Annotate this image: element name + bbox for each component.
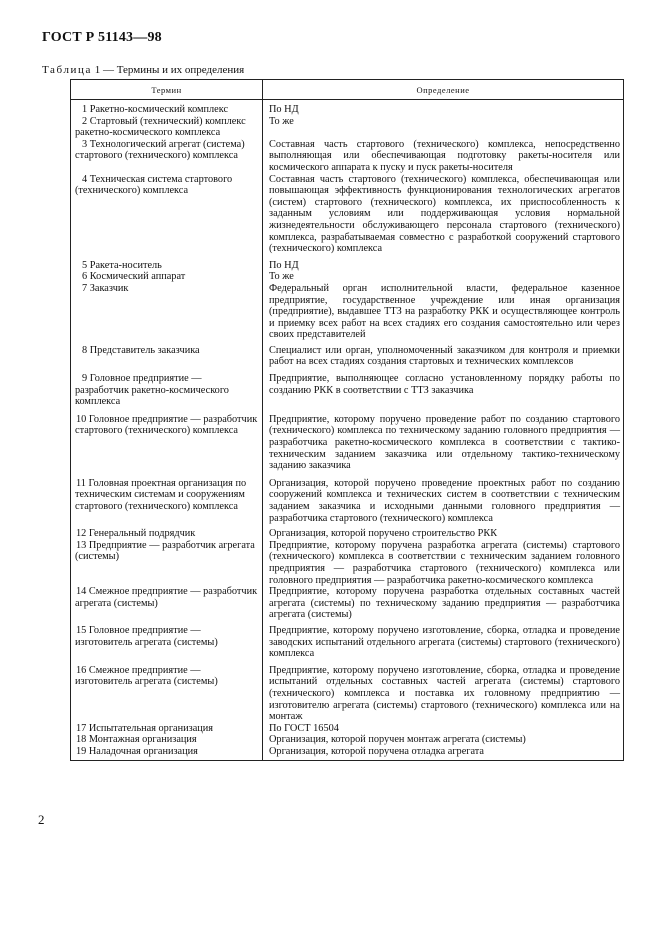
term-cell bbox=[71, 341, 263, 368]
table-row bbox=[71, 368, 624, 408]
term-text: Предприятие — разработчик агрегата (системы) bbox=[75, 539, 255, 563]
table-row bbox=[71, 283, 624, 341]
term-number: 18 bbox=[76, 734, 87, 746]
term-text: Смежное предприятие — разработчик агрегата (системы) bbox=[75, 586, 258, 609]
definition-cell: Организация, которой поручена отладка агрегата bbox=[263, 746, 624, 761]
column-header-definition: Определение bbox=[263, 80, 624, 100]
term-number: 19 bbox=[76, 745, 87, 757]
term-text: Испытательная организация bbox=[88, 722, 214, 734]
term-text: Ракетно-космический комплекс bbox=[89, 104, 229, 115]
term-cell bbox=[71, 271, 263, 283]
table-row bbox=[71, 524, 624, 540]
table-body bbox=[71, 100, 624, 761]
term-text: Головное предприятие — изготовитель агрегата (системы) bbox=[75, 624, 218, 648]
definition-cell: То же bbox=[263, 271, 624, 283]
table-row bbox=[71, 116, 624, 139]
table-row bbox=[71, 621, 624, 660]
definition-cell: Специалист или орган, уполномоченный заказчиком для контроля и приемки работ на всех стадиях создания стартовых и технических комплексов bbox=[263, 341, 624, 368]
table-row bbox=[71, 100, 624, 116]
term-text: Космический аппарат bbox=[89, 271, 186, 283]
term-number: 13 bbox=[76, 539, 87, 551]
table-row bbox=[71, 174, 624, 255]
term-number: 10 bbox=[76, 413, 87, 425]
definition-cell: По ГОСТ 16504 bbox=[263, 723, 624, 735]
table-row bbox=[71, 746, 624, 761]
definition-cell: Предприятие, которому поручено изготовление, сборка, отладка и проведение испытаний отдельных составных частей агрегата (системы) стартового (технического) комплекса и поставка их головному предприятию — изготовителю агрегата (системы) стартового (технического) комплекса или на монтаж bbox=[263, 660, 624, 723]
table-row bbox=[71, 734, 624, 746]
definition-cell: Организация, которой поручено проведение проектных работ по созданию сооружений комплекса и технических систем в соответствии с техническим заданием заказчика и исходными данными головного предприятия — разработчика стартового (технического) комплекса bbox=[263, 472, 624, 524]
term-text: Головное предприятие — разработчик ракетно-космического комплекса bbox=[75, 373, 229, 408]
term-number: 16 bbox=[76, 664, 87, 676]
definition-cell: Предприятие, выполняющее согласно установленному порядку работы по созданию РКК в соответствии с ТТЗ заказчика bbox=[263, 368, 624, 408]
term-cell bbox=[71, 174, 263, 255]
table-row bbox=[71, 271, 624, 283]
table-caption-text: 1 — Термины и их определения bbox=[92, 64, 245, 76]
term-cell bbox=[71, 116, 263, 139]
term-cell bbox=[71, 408, 263, 472]
term-text: Заказчик bbox=[89, 282, 129, 294]
definition-cell: Организация, которой поручен монтаж агрегата (системы) bbox=[263, 734, 624, 746]
term-number: 8 bbox=[82, 344, 88, 356]
term-number: 17 bbox=[76, 722, 87, 734]
table-caption bbox=[42, 64, 244, 76]
term-number: 6 bbox=[82, 271, 88, 283]
definition-cell: По НД bbox=[263, 100, 624, 116]
term-cell bbox=[71, 621, 263, 660]
term-cell bbox=[71, 524, 263, 540]
term-text: Техническая система стартового (технического) комплекса bbox=[75, 173, 233, 197]
definition-cell: Предприятие, которому поручена разработка отдельных составных частей агрегата (системы) по техническому заданию предприятия — разработчика агрегата (системы) bbox=[263, 586, 624, 621]
table-header-row bbox=[71, 80, 624, 100]
definition-cell: Составная часть стартового (технического) комплекса, непосредственно выполняющая или обеспечивающая подготовку ракеты-носителя или космического аппарата к пуску и пуск ракеты-носителя bbox=[263, 139, 624, 174]
definition-cell: Федеральный орган исполнительной власти, федеральное казенное предприятие, государственное учреждение или иная организация (предприятие), выдавшее ТТЗ на разработку РКК и осуществляющее контроль и приемку всех работ на всех стадиях его создания самостоятельно или через своих представителей bbox=[263, 283, 624, 341]
table-row bbox=[71, 586, 624, 621]
term-text: Представитель заказчика bbox=[89, 344, 200, 356]
definition-cell: То же bbox=[263, 116, 624, 139]
table-row bbox=[71, 341, 624, 368]
definition-cell: Предприятие, которому поручена разработка агрегата (системы) стартового (технического) комплекса в соответствии с техническим заданием головного предприятия — разработчика стартового (технического) комплекса или головного предприятия — разработчика ракетно-космического комплекса bbox=[263, 540, 624, 586]
term-cell bbox=[71, 734, 263, 746]
definition-cell: По НД bbox=[263, 255, 624, 272]
term-number: 4 bbox=[82, 173, 88, 185]
term-number: 3 bbox=[82, 138, 88, 150]
term-number: 9 bbox=[82, 373, 88, 385]
term-number: 1 bbox=[82, 104, 88, 115]
term-cell bbox=[71, 283, 263, 341]
term-number: 2 bbox=[82, 115, 88, 127]
definition-cell: Предприятие, которому поручено изготовление, сборка, отладка и проведение заводских испытаний отдельного агрегата (системы) стартового (технического) комплекса bbox=[263, 621, 624, 660]
table-caption-prefix: Таблица bbox=[42, 64, 92, 76]
table-row bbox=[71, 472, 624, 524]
terms-table bbox=[70, 79, 624, 761]
term-text: Головное предприятие — разработчик стартового (технического) комплекса bbox=[75, 413, 258, 437]
term-text: Монтажная организация bbox=[88, 734, 197, 746]
definition-cell: Составная часть стартового (технического) комплекса, обеспечивающая или повышающая эффективность функционирования технологических агрегатов (систем) стартового (технического) комплекса, их приспособленность к заданным условиям или поддерживающая условия нормальной жизнедеятельности обслуживающего персонала стартового (технического) комплекса, разрабатываемая совместно с разработкой сооружений стартового (технического) комплекса bbox=[263, 174, 624, 255]
term-cell bbox=[71, 139, 263, 174]
term-cell bbox=[71, 660, 263, 723]
table-row bbox=[71, 255, 624, 272]
table-row bbox=[71, 540, 624, 586]
term-text: Наладочная организация bbox=[88, 745, 198, 757]
term-cell bbox=[71, 472, 263, 524]
page-number: 2 bbox=[38, 812, 45, 827]
term-number: 7 bbox=[82, 282, 88, 294]
term-cell bbox=[71, 540, 263, 586]
term-text: Смежное предприятие — изготовитель агрегата (системы) bbox=[75, 664, 218, 688]
term-number: 15 bbox=[76, 624, 87, 636]
term-text: Технологический агрегат (система) стартового (технического) комплекса bbox=[75, 138, 245, 162]
term-number: 11 bbox=[76, 477, 86, 489]
definition-cell: Предприятие, которому поручено проведение работ по созданию стартового (технического) комплекса по техническому заданию головного предприятия — разработчика ракетно-космического комплекса в соответствии с тактико-техническим заданием заказчика или отдельному тактико-техническому заданию заказчика bbox=[263, 408, 624, 472]
term-text: Стартовый (технический) комплекс ракетно-космического комплекса bbox=[75, 115, 246, 139]
term-text: Генеральный подрядчик bbox=[88, 528, 196, 540]
table-row bbox=[71, 723, 624, 735]
term-text: Головная проектная организация по техническим системам и сооружениям стартового (технического) комплекса bbox=[75, 477, 247, 512]
term-number: 14 bbox=[76, 586, 87, 598]
term-cell bbox=[71, 746, 263, 761]
document-code: ГОСТ Р 51143—98 bbox=[42, 30, 162, 45]
definition-cell: Организация, которой поручено строительство РКК bbox=[263, 524, 624, 540]
term-number: 12 bbox=[76, 528, 87, 540]
table-row bbox=[71, 139, 624, 174]
table-row bbox=[71, 660, 624, 723]
term-cell bbox=[71, 586, 263, 621]
term-cell bbox=[71, 723, 263, 735]
term-cell bbox=[71, 100, 263, 116]
term-number: 5 bbox=[82, 259, 88, 271]
term-cell bbox=[71, 368, 263, 408]
term-cell bbox=[71, 255, 263, 272]
table-row bbox=[71, 408, 624, 472]
column-header-term: Термин bbox=[71, 80, 263, 100]
term-text: Ракета-носитель bbox=[89, 259, 162, 271]
